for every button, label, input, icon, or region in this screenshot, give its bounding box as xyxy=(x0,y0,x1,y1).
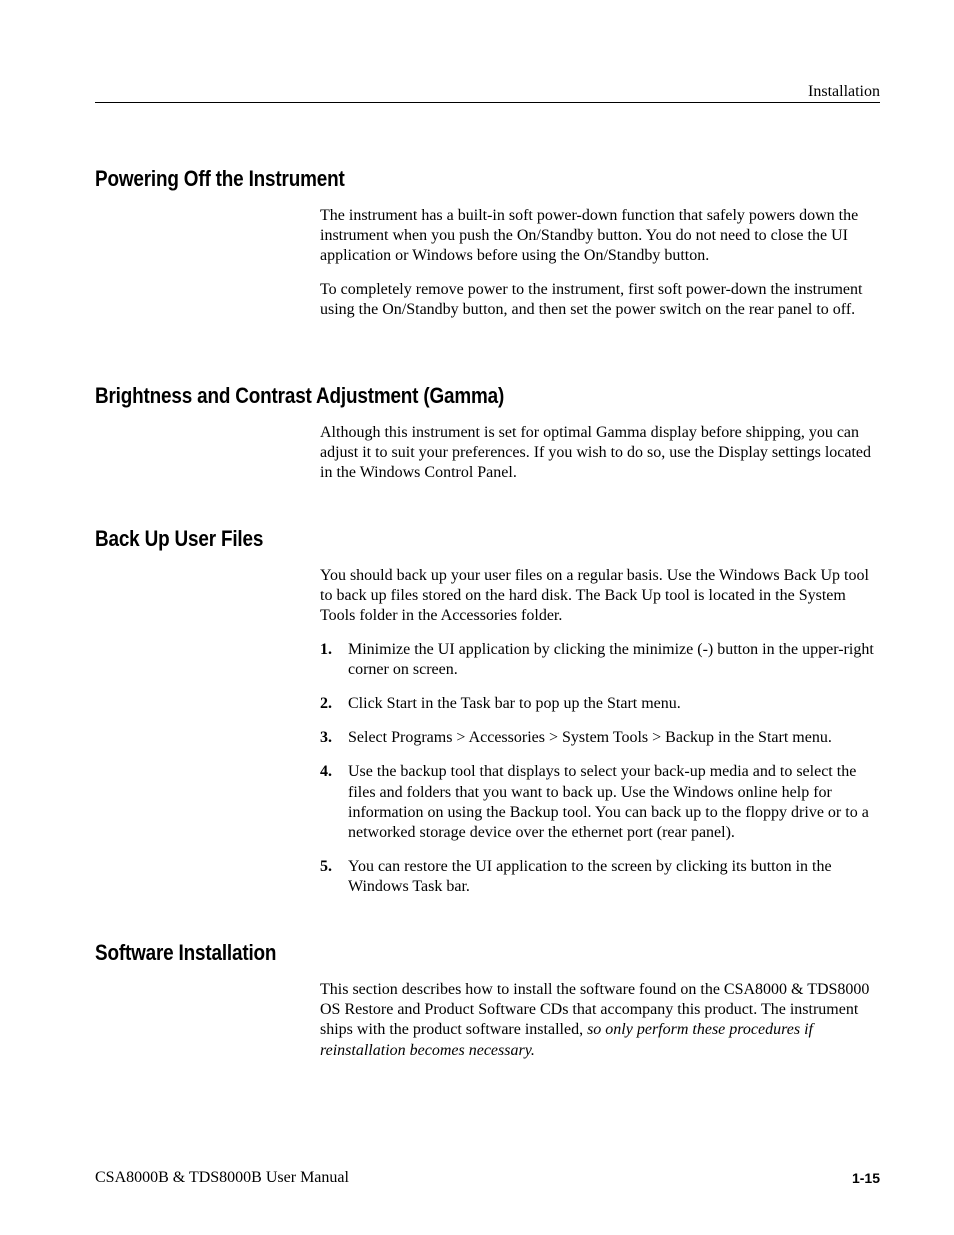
step-text: You can restore the UI application to the screen by clicking its button in the Windows Task bar. xyxy=(348,858,832,896)
heading-brightness-contrast: Brightness and Contrast Adjustment (Gamma) xyxy=(95,383,505,408)
backup-step-3 xyxy=(320,728,882,748)
backup-step-1 xyxy=(320,640,882,680)
section-backup-body xyxy=(320,566,882,911)
heading-powering-off: Powering Off the Instrument xyxy=(95,166,345,191)
backup-intro: You should back up your user files on a regular basis. Use the Windows Back Up tool to back up files stored on the hard disk. The Back Up tool is located in the System Tools folder in the Accessories folder. xyxy=(320,567,869,625)
step-text: Minimize the UI application by clicking the minimize (-) button in the upper-right corner on screen. xyxy=(348,641,874,679)
step-text: Select Programs > Accessories > System Tools > Backup in the Start menu. xyxy=(348,729,832,747)
step-number: 2. xyxy=(320,695,332,713)
section-powering-off-body xyxy=(320,206,882,321)
backup-step-4 xyxy=(320,762,882,843)
step-number: 3. xyxy=(320,729,332,747)
step-text: Click Start in the Task bar to pop up the Start menu. xyxy=(348,695,681,713)
section-software-body xyxy=(320,980,882,1061)
brightness-paragraph-1: Although this instrument is set for optimal Gamma display before shipping, you can adjust it to suit your preferences. If you wish to do so, use the Display settings located in the Windows Control Panel. xyxy=(320,424,872,482)
running-header: Installation xyxy=(808,83,880,100)
step-number: 5. xyxy=(320,858,332,876)
step-number: 4. xyxy=(320,763,332,781)
software-text-plain: This section describes how to install the software found on the CSA8000 & TDS8000 OS Restore and Product Software CDs that accompany this product. The instrument ships with the product software installed, xyxy=(320,981,870,1039)
heading-software-installation: Software Installation xyxy=(95,940,277,965)
header-rule xyxy=(95,102,880,103)
footer-manual-title: CSA8000B & TDS8000B User Manual xyxy=(95,1169,349,1186)
software-text-italic: so only perform these procedures if reinstallation becomes necessary. xyxy=(320,1021,813,1059)
footer-page-number: 1-15 xyxy=(851,1170,880,1186)
backup-steps-list xyxy=(320,640,882,897)
step-number: 1. xyxy=(320,641,332,659)
section-brightness-body xyxy=(320,423,882,484)
software-paragraph xyxy=(320,980,882,1061)
powering-off-paragraph-2: To completely remove power to the instrument, first soft power-down the instrument using the On/Standby button, and then set the power switch on the rear panel to off. xyxy=(320,281,863,319)
backup-step-2 xyxy=(320,694,882,714)
powering-off-paragraph-1: The instrument has a built-in soft power-down function that safely powers down the instrument when you push the On/Standby button. You do not need to close the UI application or Windows before using the On/Standby button. xyxy=(320,207,859,265)
backup-step-5 xyxy=(320,857,882,897)
heading-back-up-user-files: Back Up User Files xyxy=(95,526,264,551)
step-text: Use the backup tool that displays to select your back-up media and to select the files and folders that you want to back up. Use the Windows online help for information on using the Backup tool. You can back up to the floppy drive or to a networked storage device over the ethernet port (rear panel). xyxy=(348,763,869,842)
